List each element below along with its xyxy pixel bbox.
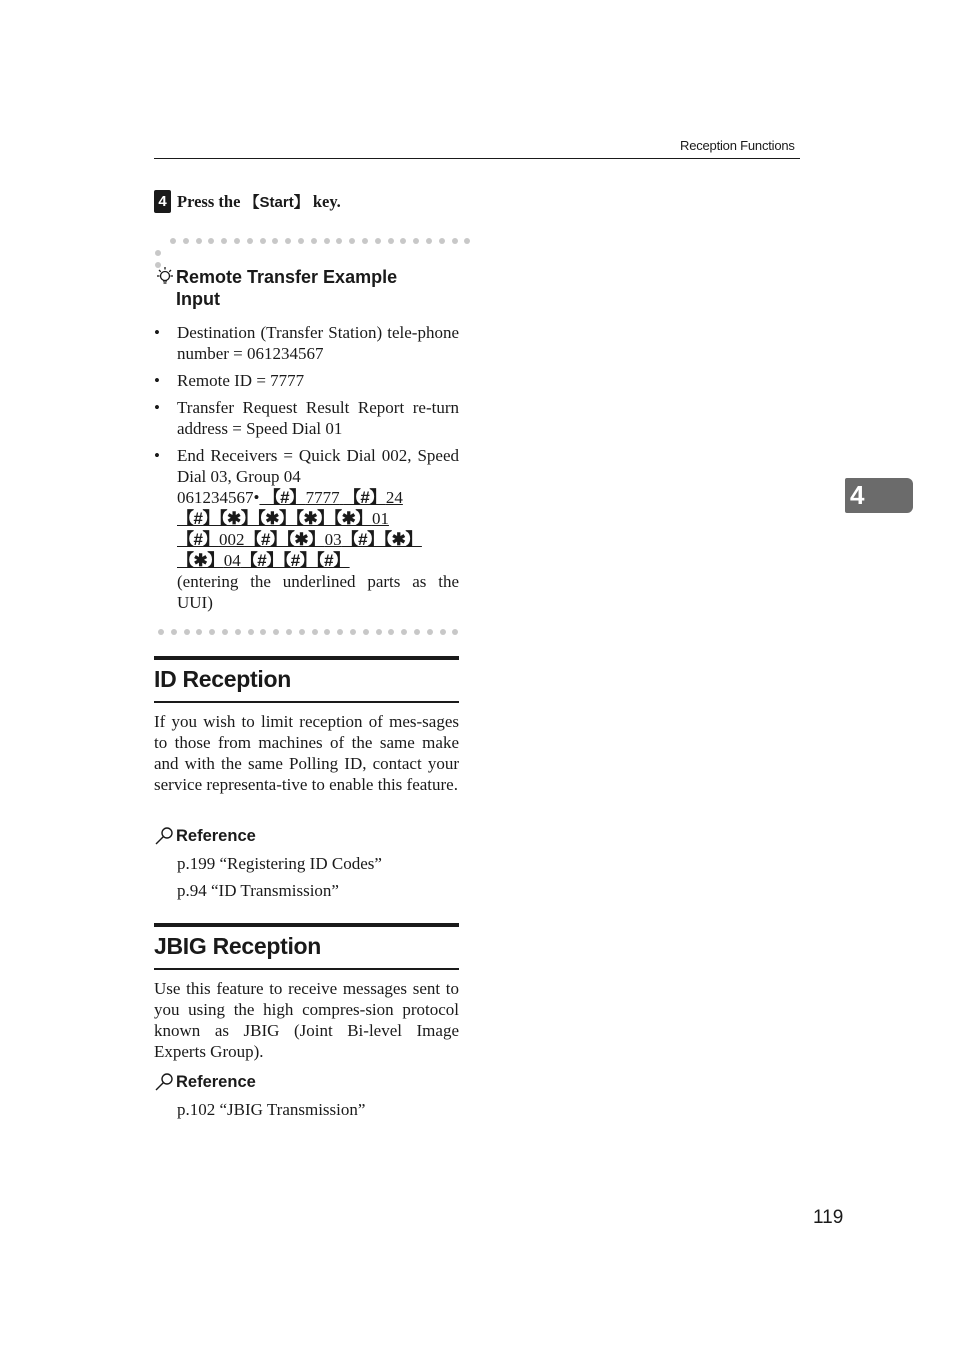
- divider-dot: [464, 238, 470, 244]
- divider-dot: [375, 238, 381, 244]
- key-sequence-line-1: [177, 487, 403, 508]
- bullet-text: Transfer Request Result Report re-turn address = Speed Dial 01: [177, 398, 459, 438]
- divider-dot: [196, 629, 202, 635]
- key-sequence: 【#】【#】【#】: [240, 551, 350, 570]
- magnifier-icon: [154, 1072, 176, 1092]
- divider-dot: [400, 238, 406, 244]
- sequence-number: 061234567•: [177, 488, 260, 507]
- tip-title: Remote Transfer Example Input: [176, 267, 398, 309]
- step-number: 4: [154, 190, 171, 213]
- star-key: 【✱】: [177, 551, 224, 570]
- divider-dot: [337, 629, 343, 635]
- divider-dot: [171, 629, 177, 635]
- start-key-label: 【Start】: [244, 194, 309, 211]
- divider-dot: [388, 629, 394, 635]
- divider-dot: [285, 238, 291, 244]
- key-sequence-line-2: [177, 508, 389, 529]
- divider-dot: [299, 629, 305, 635]
- section-rule-top: [154, 656, 459, 660]
- section-rule-bottom: [154, 701, 459, 703]
- section-title-jbig-reception: JBIG Reception: [154, 933, 322, 959]
- reference-heading: [154, 1072, 256, 1092]
- sequence-value: 002: [218, 530, 245, 549]
- step-text-after: key.: [308, 191, 341, 211]
- end-receivers-text: End Receivers = Quick Dial 002, Speed Dial 03, Group 04: [177, 446, 459, 486]
- divider-dot: [234, 238, 240, 244]
- section-title-id-reception: ID Reception: [154, 666, 291, 692]
- running-header: Reception Functions: [680, 138, 795, 153]
- reference-link[interactable]: p.102 “JBIG Transmission”: [177, 1100, 366, 1119]
- reference-link[interactable]: p.199 “Registering ID Codes”: [177, 854, 382, 873]
- key-sequence: 【#】【✱】: [244, 530, 325, 549]
- reference-label: Reference: [176, 1073, 256, 1091]
- divider-dot: [350, 629, 356, 635]
- divider-dot: [221, 238, 227, 244]
- divider-dot: [452, 238, 458, 244]
- divider-dot: [388, 238, 394, 244]
- divider-dot: [208, 238, 214, 244]
- divider-dot: [312, 629, 318, 635]
- divider-dot: [158, 629, 164, 635]
- list-item: • End Receivers = Quick Dial 002, Speed Dial 03, Group 04: [154, 446, 459, 486]
- step-text-before: Press the: [177, 191, 245, 211]
- divider-dot: [440, 629, 446, 635]
- divider-dot: [363, 629, 369, 635]
- section-rule-bottom: [154, 968, 459, 970]
- divider-dot: [311, 238, 317, 244]
- remote-id-value: 7777: [305, 488, 340, 507]
- reference-heading: [154, 826, 256, 846]
- divider-dot: [248, 629, 254, 635]
- section-rule-top: [154, 923, 459, 927]
- bullet-text: [177, 445, 459, 487]
- hash-key: 【#】: [343, 488, 386, 507]
- divider-dot: [286, 629, 292, 635]
- uui-note: (entering the underlined parts as the UUI): [177, 572, 459, 612]
- divider-dot: [196, 238, 202, 244]
- magnifier-icon: [154, 826, 176, 846]
- tip-top-divider: [158, 238, 458, 246]
- divider-dot: [273, 629, 279, 635]
- sequence-value: 03: [324, 530, 342, 549]
- key-sequence: 【#】【✱】: [341, 530, 422, 549]
- list-item: • Remote ID = 7777: [154, 370, 459, 391]
- reference-label: Reference: [176, 827, 256, 845]
- divider-dot: [272, 238, 278, 244]
- list-item: • Destination (Transfer Station) tele-phone number = 061234567: [154, 323, 459, 363]
- tip-heading: [154, 266, 444, 310]
- hash-key: 【#】: [259, 488, 306, 507]
- bullet-text: Remote ID = 7777: [177, 371, 305, 390]
- divider-dot: [414, 629, 420, 635]
- page-number: 119: [813, 1207, 844, 1228]
- divider-dot: [439, 238, 445, 244]
- divider-dot: [427, 629, 433, 635]
- divider-dot: [184, 629, 190, 635]
- divider-dot: [298, 238, 304, 244]
- list-item: • Transfer Request Result Report re-turn address = Speed Dial 01: [154, 398, 459, 438]
- divider-dot: [260, 629, 266, 635]
- divider-dot: [155, 250, 161, 256]
- bullet-text: Destination (Transfer Station) tele-phone number = 061234567: [177, 323, 459, 363]
- divider-dot: [401, 629, 407, 635]
- step-instruction: [154, 190, 341, 213]
- divider-dot: [170, 238, 176, 244]
- divider-dot: [413, 238, 419, 244]
- divider-dot: [247, 238, 253, 244]
- divider-dot: [235, 629, 241, 635]
- header-rule: [154, 158, 800, 159]
- divider-dot: [209, 629, 215, 635]
- key-sequence: 【#】【✱】【✱】【✱】【✱】: [177, 509, 372, 528]
- reference-link[interactable]: p.94 “ID Transmission”: [177, 881, 339, 900]
- sequence-value: 01: [371, 509, 389, 528]
- divider-dot: [426, 238, 432, 244]
- divider-dot: [376, 629, 382, 635]
- divider-dot: [324, 238, 330, 244]
- id-reception-body: If you wish to limit reception of mes-sages to those from machines of the same make and with the same Polling ID, contact your service representa-tive to enable this feature.: [154, 712, 459, 794]
- key-sequence-line-4: [177, 550, 350, 571]
- chapter-tab-number: 4: [850, 480, 865, 510]
- divider-dot: [452, 629, 458, 635]
- divider-dot: [222, 629, 228, 635]
- divider-dot: [336, 238, 342, 244]
- sequence-value: 24: [385, 488, 403, 507]
- lightbulb-icon: [154, 266, 176, 293]
- hash-key: 【#】: [177, 530, 219, 549]
- key-sequence-line-3: [177, 529, 422, 550]
- tip-bottom-divider: [158, 629, 458, 637]
- divider-dot: [260, 238, 266, 244]
- divider-dot: [362, 238, 368, 244]
- divider-dot: [349, 238, 355, 244]
- divider-dot: [183, 238, 189, 244]
- jbig-reception-body: Use this feature to receive messages sent to you using the high compres-sion protocol known as JBIG (Joint Bi-level Image Experts Group).: [154, 979, 459, 1061]
- divider-dot: [324, 629, 330, 635]
- sequence-value: 04: [223, 551, 241, 570]
